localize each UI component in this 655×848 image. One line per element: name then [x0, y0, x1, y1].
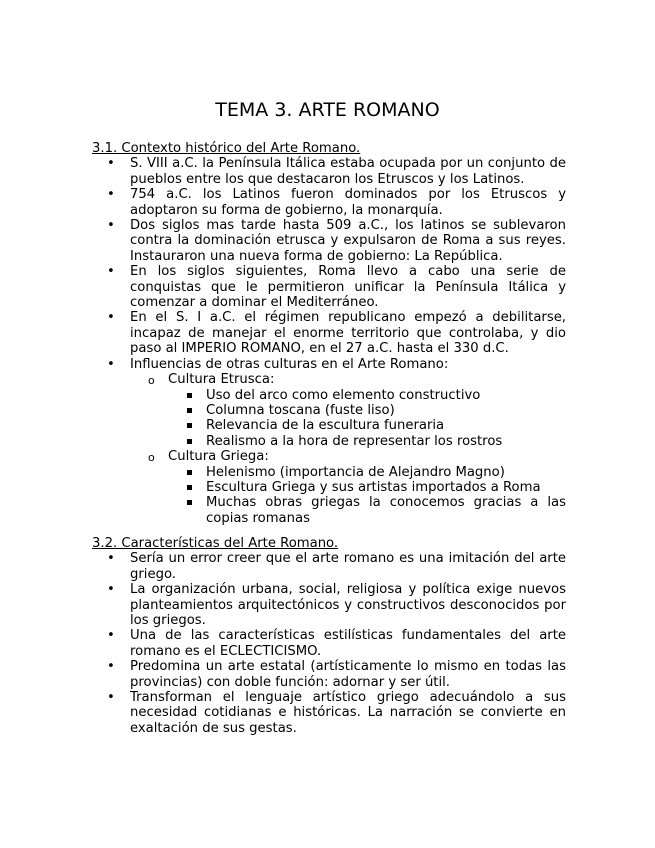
- list-item-text: En el S. I a.C. el régimen republicano empezó a debilitarse, incapaz de manejar el enorme territorio que controlaba, y dio paso al IMPERIO ROMANO, en el 27 a.C. hasta el 330 d.C.: [130, 310, 566, 357]
- square-bullet-icon: [187, 423, 192, 428]
- list-item: [92, 357, 566, 526]
- list-item-text: Influencias de otras culturas en el Arte Romano:: [130, 356, 449, 372]
- list-item-text: Helenismo (importancia de Alejandro Magno): [206, 464, 505, 480]
- square-bullet-icon: [187, 485, 192, 490]
- list-item: [168, 388, 566, 403]
- culture-list: [130, 372, 566, 526]
- bullet-icon: •: [107, 628, 115, 644]
- list-item: [92, 264, 566, 310]
- culture-item-griega: [130, 449, 566, 526]
- section-heading: 3.2. Características del Arte Romano.: [92, 536, 339, 551]
- square-bullet-icon: [187, 439, 192, 444]
- list-item: [92, 582, 566, 628]
- list-item-text: Dos siglos mas tarde hasta 509 a.C., los latinos se sublevaron contra la dominación etrusca y expulsaron de Roma a sus reyes. Instauraron una nueva forma de gobierno: La República.: [130, 218, 566, 264]
- bullet-icon: •: [107, 551, 115, 567]
- culture-name: Cultura Etrusca:: [168, 372, 275, 388]
- bullet-icon: •: [107, 264, 115, 280]
- list-item: [168, 495, 566, 526]
- bullet-icon: •: [107, 310, 115, 326]
- circle-bullet-icon: o: [148, 451, 155, 465]
- list-item: [92, 690, 566, 736]
- list-item: [168, 403, 566, 418]
- list-item: [168, 465, 566, 480]
- bullet-icon: •: [107, 582, 115, 598]
- section-characteristics: [92, 536, 566, 736]
- square-bullet-icon: [187, 470, 192, 475]
- bullet-icon: •: [107, 156, 115, 172]
- list-item: [92, 218, 566, 264]
- square-bullet-icon: [187, 408, 192, 413]
- list-item-text: Relevancia de la escultura funeraria: [206, 418, 445, 434]
- bullet-icon: •: [107, 356, 115, 372]
- list-item: [92, 310, 566, 356]
- list-item-text: Sería un error creer que el arte romano es una imitación del arte griego.: [130, 551, 566, 582]
- circle-bullet-icon: o: [148, 374, 155, 388]
- square-bullet-icon: [187, 393, 192, 398]
- square-bullet-icon: [187, 500, 192, 505]
- list-item-text: Transforman el lenguaje artístico griego adecuándolo a sus necesidad cotidianas e históricas. La narración se convierte en exaltación de sus gestas.: [130, 690, 566, 736]
- bullet-icon: •: [107, 218, 115, 234]
- list-item: [168, 480, 566, 495]
- list-item-text: Muchas obras griegas la conocemos gracias a las copias romanas: [206, 495, 566, 526]
- culture-name: Cultura Griega:: [168, 449, 269, 465]
- page-title: TEMA 3. ARTE ROMANO: [215, 99, 440, 121]
- list-item-text: S. VIII a.C. la Península Itálica estaba ocupada por un conjunto de pueblos entre los que destacaron los Etruscos y los Latinos.: [130, 156, 566, 187]
- section-heading: 3.1. Contexto histórico del Arte Romano.: [92, 141, 361, 156]
- list-item: [168, 418, 566, 433]
- bullet-icon: •: [107, 187, 115, 203]
- bullet-list: [92, 551, 566, 736]
- list-item-text: 754 a.C. los Latinos fueron dominados por los Etruscos y adoptaron su forma de gobierno, la monarquía.: [130, 187, 566, 218]
- list-item-text: Escultura Griega y sus artistas importados a Roma: [206, 479, 541, 495]
- list-item-text: Una de las características estilísticas fundamentales del arte romano es el ECLECTICISMO.: [130, 628, 566, 659]
- bullet-icon: •: [107, 690, 115, 706]
- culture-item-etrusca: [130, 372, 566, 449]
- list-item-text: Uso del arco como elemento constructivo: [206, 387, 481, 403]
- list-item-text: En los siglos siguientes, Roma llevo a cabo una serie de conquistas que le permitieron unificar la Península Itálica y comenzar a dominar el Mediterráneo.: [130, 264, 566, 311]
- bullet-list: [92, 156, 566, 526]
- list-item: [92, 659, 566, 690]
- list-item-text: La organización urbana, social, religiosa y política exige nuevos planteamientos arquitectónicos y constructivos desconocidos por los griegos.: [130, 582, 566, 629]
- bullet-icon: •: [107, 659, 115, 675]
- list-item: [168, 434, 566, 449]
- list-item-text: Columna toscana (fuste liso): [206, 402, 395, 418]
- list-item: [92, 156, 566, 187]
- list-item: [92, 551, 566, 582]
- influence-list: [168, 388, 566, 450]
- list-item-text: Predomina un arte estatal (artísticamente lo mismo en todas las provincias) con doble función: adornar y ser útil.: [130, 659, 566, 690]
- influence-list: [168, 465, 566, 527]
- list-item: [92, 187, 566, 218]
- list-item: [92, 628, 566, 659]
- section-context: [92, 141, 566, 526]
- list-item-text: Realismo a la hora de representar los rostros: [206, 433, 503, 449]
